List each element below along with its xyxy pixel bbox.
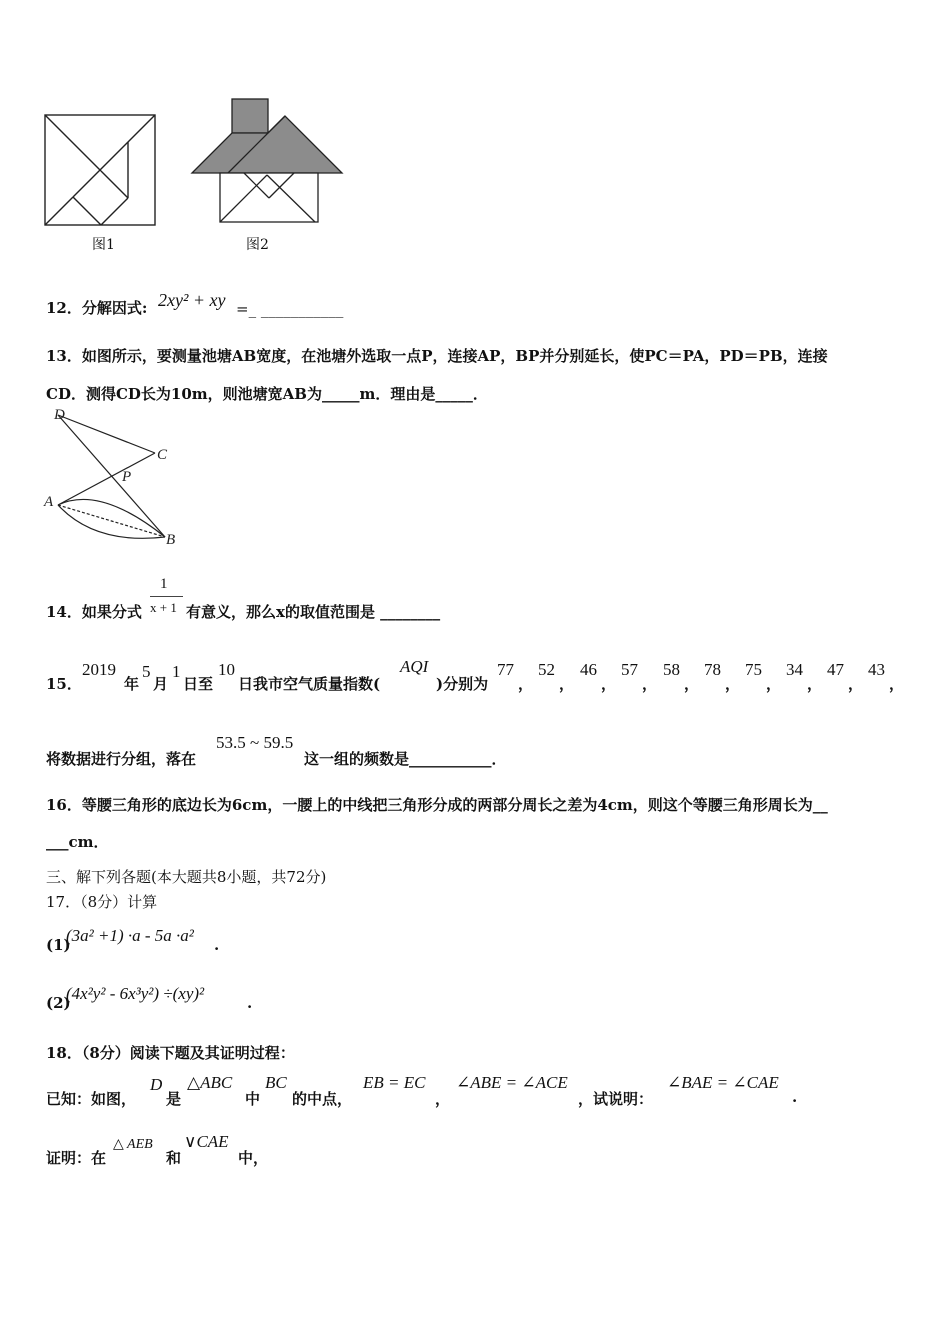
q15-day: 1 bbox=[172, 662, 181, 681]
q15-comma-10: ， bbox=[889, 675, 905, 693]
q18-proof-start: 证明：在 bbox=[46, 1149, 107, 1167]
q12-line bbox=[46, 297, 147, 318]
q15-after: )分别为 bbox=[436, 675, 489, 693]
segment-ac bbox=[58, 453, 155, 505]
label-c: C bbox=[157, 447, 168, 463]
figure-1-tangram-square bbox=[40, 110, 162, 232]
q18-triangle-cae: ∨CAE bbox=[184, 1132, 229, 1151]
q15-value-9: 47 bbox=[827, 660, 844, 679]
q15-value-4: 57 bbox=[621, 660, 638, 679]
q15-value-8: 34 bbox=[786, 660, 803, 679]
q14-denominator: x + 1 bbox=[150, 600, 177, 615]
q15-value-1: 77 bbox=[497, 660, 514, 679]
q16-line-1: 16．等腰三角形的底边长为6cm，一腰上的中线把三角形分成的两部分周长之差为4cm，则这个等腰三角形周长为__ bbox=[46, 796, 828, 814]
q18-triangle-aeb: △ AEB bbox=[113, 1137, 153, 1152]
q15-value-7: 75 bbox=[745, 660, 762, 679]
section-3-title: 三、解下列各题(本大题共8小题，共72分) bbox=[46, 868, 327, 886]
q18-triangle-abc: △ABC bbox=[187, 1073, 233, 1092]
q18-in: 中 bbox=[245, 1090, 261, 1108]
q18-is: 是 bbox=[166, 1090, 182, 1108]
q18-show: ，试说明： bbox=[578, 1090, 654, 1108]
q15-yr: 年 bbox=[124, 675, 140, 693]
q18-eq-eb-ec: EB = EC bbox=[363, 1073, 426, 1092]
q18-point-d: D bbox=[150, 1075, 163, 1094]
q15-comma-9: ， bbox=[848, 675, 864, 693]
q18-and: 和 bbox=[166, 1149, 182, 1167]
q14-text: 有意义，那么x的取值范围是 ________ bbox=[186, 603, 441, 621]
figure-2-caption: 图2 bbox=[246, 237, 269, 253]
q14-fraction-bar bbox=[150, 596, 183, 597]
q15-year: 2019 bbox=[82, 660, 116, 679]
q18-end: . bbox=[792, 1088, 798, 1106]
q18-goal: ∠BAE = ∠CAE bbox=[667, 1073, 779, 1092]
label-d: D bbox=[54, 407, 65, 423]
q15-comma-1: ， bbox=[518, 675, 534, 693]
q15-value-10: 43 bbox=[868, 660, 885, 679]
label-p: P bbox=[122, 469, 132, 485]
q15-comma-5: ， bbox=[684, 675, 700, 693]
q18-title: 18．（8分）阅读下题及其证明过程： bbox=[46, 1044, 295, 1062]
label-b: B bbox=[166, 532, 176, 548]
q15-date-to: 日至 bbox=[183, 675, 214, 693]
q17-part1-expression: (3a² +1) ·a - 5a ·a² bbox=[66, 926, 194, 945]
q12-answer-blank: =_ ___________ bbox=[236, 300, 344, 318]
q15-day2: 10 bbox=[218, 660, 235, 679]
figure-1-caption: 图1 bbox=[92, 237, 115, 253]
q15-aqi: AQI bbox=[400, 657, 429, 676]
q17-part1-end: . bbox=[214, 936, 220, 954]
q18-midpoint: 的中点， bbox=[292, 1090, 353, 1108]
q15-mid: 日我市空气质量指数( bbox=[238, 675, 381, 693]
q13-line-2: CD．测得CD长为10m，则池塘宽AB为_____m．理由是_____． bbox=[46, 385, 488, 403]
q18-segment-bc: BC bbox=[265, 1073, 287, 1092]
q15-comma-6: ， bbox=[725, 675, 741, 693]
q15-number: 15． bbox=[46, 675, 82, 693]
q15-comma-3: ， bbox=[601, 675, 617, 693]
q17-part2-expression: (4x²y² - 6x³y²) ÷(xy)² bbox=[66, 984, 205, 1003]
q13-line-1: 13．如图所示，要测量池塘AB宽度，在池塘外选取一点P，连接AP，BP并分别延长，使PC＝PA，PD＝PB，连接 bbox=[46, 347, 828, 365]
q16-line-2: ___cm． bbox=[46, 833, 109, 851]
q15-mo: 月 bbox=[153, 675, 169, 693]
label-a: A bbox=[44, 494, 54, 510]
q15-line2-b: 这一组的频数是___________． bbox=[304, 750, 507, 768]
q14-numerator: 1 bbox=[160, 576, 168, 592]
q18-zhong: 中， bbox=[238, 1149, 269, 1167]
q15-comma-8: ， bbox=[807, 675, 823, 693]
q13-pond-diagram bbox=[40, 405, 190, 553]
q15-value-5: 58 bbox=[663, 660, 680, 679]
q12-text: 分解因式: bbox=[81, 299, 148, 317]
q12-expression: 2xy² + xy bbox=[158, 290, 226, 310]
segment-dc bbox=[58, 415, 155, 453]
q18-comma: ， bbox=[435, 1090, 451, 1108]
q15-comma-7: ， bbox=[766, 675, 782, 693]
q18-given: 已知：如图， bbox=[46, 1090, 137, 1108]
q17-part2-label: (2) bbox=[46, 994, 71, 1012]
figure-2-tangram-house bbox=[190, 97, 345, 227]
q15-line2-a: 将数据进行分组，落在 bbox=[46, 750, 197, 768]
q15-value-6: 78 bbox=[704, 660, 721, 679]
q15-value-3: 46 bbox=[580, 660, 597, 679]
q15-comma-2: ， bbox=[559, 675, 575, 693]
q17-part2-end: . bbox=[247, 994, 253, 1012]
q15-month: 5 bbox=[142, 662, 151, 681]
q14-prefix: 14．如果分式 bbox=[46, 603, 142, 621]
q15-range: 53.5 ~ 59.5 bbox=[216, 733, 294, 752]
q17-title: 17．（8分）计算 bbox=[46, 893, 158, 911]
q18-eq-angles: ∠ABE = ∠ACE bbox=[456, 1073, 568, 1092]
ab-dashed bbox=[58, 505, 165, 537]
q12-number: 12． bbox=[46, 299, 82, 317]
q15-value-2: 52 bbox=[538, 660, 555, 679]
q17-part1-label: (1) bbox=[46, 936, 71, 954]
q15-comma-4: ， bbox=[642, 675, 658, 693]
